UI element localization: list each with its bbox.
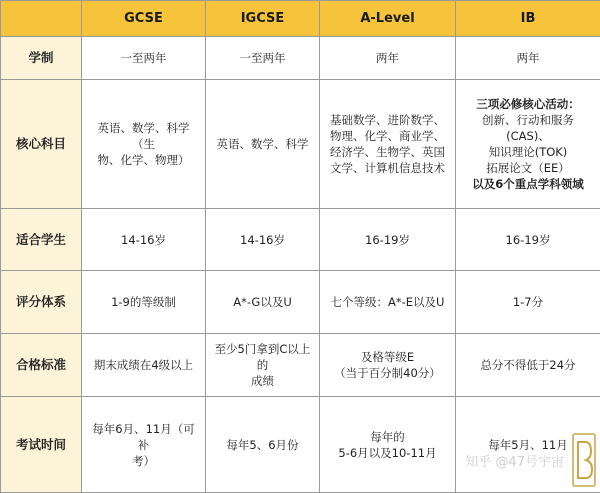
cell-text: 文学、计算机信息技术 [325,160,450,176]
cell-text: 以及6个重点学科领域 [461,176,595,192]
watermark-text: 知乎 @47号宇宙 [465,451,564,470]
cell-text: 一至两年 [87,50,200,66]
row-label: 合格标准 [1,334,82,397]
cell-igcse [206,37,320,80]
row-label: 适合学生 [1,209,82,271]
row-core-subjects [1,80,600,209]
cell-text: 14-16岁 [211,232,314,248]
cell-text: 创新、行动和服务(CAS)、 [461,112,595,144]
cell-ib [456,209,600,271]
cell-text: 每年5月、11月 [461,437,595,453]
row-suitable-students [1,209,600,271]
row-duration [1,37,600,80]
cell-a-level [320,80,456,209]
cell-text: 三项必修核心活动： [461,96,595,112]
cell-text: 经济学、生物学、英国 [325,144,450,160]
cell-text: 1-7分 [461,294,595,310]
row-label: 考试时间 [1,397,82,493]
cell-text: 英语、数学、科学 [211,136,314,152]
cell-gcse [82,397,206,493]
header-ib: IB [456,1,600,37]
cell-ib [456,80,600,209]
cell-text: A*-G以及U [211,294,314,310]
row-pass-standard [1,334,600,397]
header-row [1,1,600,37]
cell-text: 成绩 [211,373,314,389]
cell-gcse [82,271,206,334]
cell-text: 16-19岁 [325,232,450,248]
cell-a-level [320,271,456,334]
cell-text: 基础数学、进阶数学、 [325,112,450,128]
cell-text: 期末成绩在4级以上 [87,357,200,373]
cell-text: 考） [87,453,200,469]
cell-text: 总分不得低于24分 [461,357,595,373]
cell-gcse [82,209,206,271]
cell-igcse [206,271,320,334]
cell-text: 拓展论文（EE） [461,160,595,176]
cell-igcse [206,334,320,397]
cell-ib [456,334,600,397]
row-grading-system [1,271,600,334]
header-corner [1,1,82,37]
cell-text: 两年 [325,50,450,66]
cell-gcse [82,334,206,397]
header-igcse: IGCSE [206,1,320,37]
cell-text: （当于百分制40分） [325,365,450,381]
cell-a-level [320,37,456,80]
cell-a-level [320,397,456,493]
cell-ib [456,271,600,334]
cell-a-level [320,209,456,271]
cell-text: 16-19岁 [461,232,595,248]
cell-text: 物、化学、物理） [87,152,200,168]
cell-ib [456,397,600,493]
cell-ib [456,37,600,80]
cell-text: 每年的 [325,429,450,445]
cell-text: 英语、数学、科学（生 [87,120,200,152]
cell-igcse [206,397,320,493]
cell-gcse [82,80,206,209]
cell-gcse [82,37,206,80]
cell-text: 知识理论(TOK) [461,144,595,160]
row-label: 学制 [1,37,82,80]
cell-text: 两年 [461,50,595,66]
cell-text: 及格等级E [325,349,450,365]
cell-text: 七个等级：A*-E以及U [325,294,450,310]
cell-text: 一至两年 [211,50,314,66]
cell-text: 14-16岁 [87,232,200,248]
cell-a-level [320,334,456,397]
cell-text: 物理、化学、商业学、 [325,128,450,144]
row-exam-time [1,397,600,493]
cell-igcse [206,209,320,271]
header-a-level: A-Level [320,1,456,37]
cell-text: 每年6月、11月（可补 [87,421,200,453]
row-label: 核心科目 [1,80,82,209]
row-label: 评分体系 [1,271,82,334]
header-gcse: GCSE [82,1,206,37]
cell-text: 5-6月以及10-11月 [325,445,450,461]
cell-text: 至少5门拿到C以上的 [211,341,314,373]
cell-text: 每年5、6月份 [211,437,314,453]
cell-igcse [206,80,320,209]
cell-text: 1-9的等级制 [87,294,200,310]
